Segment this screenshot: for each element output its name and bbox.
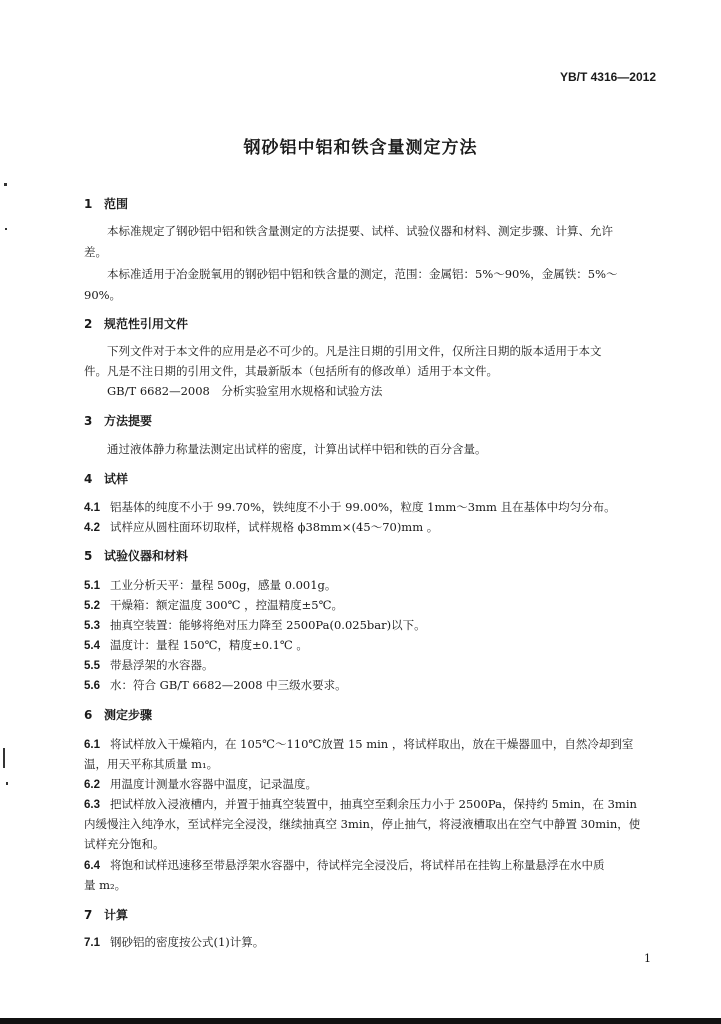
- clause-5-4: [84, 636, 308, 656]
- clause-number: 6.1: [84, 739, 100, 751]
- clause-number: 5.5: [84, 660, 100, 672]
- normative-reference: GB/T 6682—2008 分析实验室用水规格和试验方法: [107, 384, 383, 398]
- clause-text: 抽真空装置：能够将绝对压力降至 2500Pa(0.025bar)以下。: [110, 618, 426, 632]
- clause-continuation: 试样充分饱和。: [84, 837, 165, 851]
- section-7-heading: [84, 906, 128, 923]
- clause-text: 带悬浮架的水容器。: [110, 658, 214, 672]
- clause-number: 5.4: [84, 640, 100, 652]
- section-title: 方法提要: [104, 414, 153, 428]
- paragraph-line: 通过液体静力称量法测定出试样的密度，计算出试样中铝和铁的百分含量。: [107, 442, 487, 456]
- paragraph-line: 本标准规定了钢砂铝中铝和铁含量测定的方法提要、试样、试验仪器和材料、测定步骤、计算、允许: [107, 224, 613, 238]
- clause-text: 钢砂铝的密度按公式(1)计算。: [110, 935, 265, 949]
- clause-number: 5.2: [84, 600, 100, 612]
- clause-number: 5.6: [84, 680, 100, 692]
- paragraph-line: 差。: [84, 245, 107, 259]
- clause-7-1: [84, 933, 264, 953]
- clause-4-1: [84, 498, 616, 518]
- scan-speck: [3, 748, 5, 768]
- clause-number: 5.1: [84, 580, 100, 592]
- section-number: 1: [84, 197, 93, 211]
- clause-5-6: [84, 676, 347, 696]
- section-number: 7: [84, 908, 93, 922]
- clause-4-2: [84, 518, 438, 538]
- clause-continuation: 量 m₂。: [84, 878, 127, 892]
- document-title: 钢砂铝中铝和铁含量测定方法: [243, 138, 478, 158]
- section-title: 试验仪器和材料: [104, 549, 189, 563]
- clause-6-1: [84, 735, 633, 755]
- paragraph-line: 件。凡是不注日期的引用文件，其最新版本（包括所有的修改单）适用于本文件。: [84, 364, 498, 378]
- section-number: 4: [84, 472, 93, 486]
- section-title: 计算: [104, 908, 129, 922]
- clause-6-2: [84, 775, 317, 795]
- section-number: 5: [84, 549, 93, 563]
- section-number: 3: [84, 414, 93, 428]
- clause-6-4: [84, 856, 605, 876]
- clause-number: 5.3: [84, 620, 100, 632]
- paragraph-line: 下列文件对于本文件的应用是必不可少的。凡是注日期的引用文件，仅所注日期的版本适用于本文: [107, 344, 602, 358]
- clause-text: 把试样放入浸液槽内，并置于抽真空装置中，抽真空至剩余压力小于 2500Pa，保持约 5min，在 3min: [110, 797, 637, 811]
- clause-text: 干燥箱：额定温度 300℃ ，控温精度±5℃。: [110, 598, 343, 612]
- clause-number: 4.1: [84, 502, 100, 514]
- clause-text: 工业分析天平：量程 500g，感量 0.001g。: [110, 578, 337, 592]
- scan-speck: [5, 228, 7, 230]
- clause-number: 6.3: [84, 799, 100, 811]
- section-2-heading: [84, 315, 188, 332]
- section-5-heading: [84, 547, 188, 564]
- clause-text: 温度计：量程 150℃，精度±0.1℃ 。: [110, 638, 308, 652]
- clause-5-2: [84, 596, 343, 616]
- scan-speck: [4, 183, 7, 186]
- page-number: 1: [644, 952, 651, 965]
- scan-edge-bar: [0, 1018, 721, 1024]
- clause-continuation: 内缓慢注入纯净水，至试样完全浸没，继续抽真空 3min，停止抽气，将浸液槽取出在空气中静置 30min，使: [84, 817, 641, 831]
- section-number: 2: [84, 317, 93, 331]
- clause-number: 6.2: [84, 779, 100, 791]
- clause-text: 将试样放入干燥箱内，在 105℃～110℃放置 15 min ，将试样取出，放在干燥器皿中，自然冷却到室: [110, 737, 634, 751]
- clause-number: 6.4: [84, 860, 100, 872]
- scan-speck: [6, 782, 8, 785]
- clause-continuation: 温，用天平称其质量 m₁。: [84, 757, 219, 771]
- section-title: 规范性引用文件: [104, 317, 189, 331]
- clause-number: 7.1: [84, 937, 100, 949]
- section-title: 试样: [104, 472, 129, 486]
- clause-text: 水：符合 GB/T 6682—2008 中三级水要求。: [110, 678, 347, 692]
- clause-5-1: [84, 576, 336, 596]
- section-6-heading: [84, 706, 152, 723]
- clause-6-3: [84, 795, 637, 815]
- section-4-heading: [84, 470, 128, 487]
- section-number: 6: [84, 708, 93, 722]
- clause-text: 铝基体的纯度不小于 99.70%，铁纯度不小于 99.00%，粒度 1mm～3mm 且在基体中均匀分布。: [110, 500, 616, 514]
- section-title: 测定步骤: [104, 708, 153, 722]
- clause-text: 用温度计测量水容器中温度，记录温度。: [110, 777, 317, 791]
- paragraph-line: 90%。: [84, 288, 122, 302]
- clause-text: 试样应从圆柱面环切取样，试样规格 ϕ38mm×(45～70)mm 。: [110, 520, 439, 534]
- clause-number: 4.2: [84, 522, 100, 534]
- section-3-heading: [84, 412, 152, 429]
- paragraph-line: 本标准适用于冶金脱氧用的钢砂铝中铝和铁含量的测定，范围：金属铝：5%～90%，金属铁：5%～: [107, 267, 618, 281]
- clause-text: 将饱和试样迅速移至带悬浮架水容器中，待试样完全浸没后，将试样吊在挂钩上称量悬浮在水中质: [110, 858, 605, 872]
- section-title: 范围: [104, 197, 129, 211]
- standard-code: YB/T 4316—2012: [559, 70, 656, 84]
- clause-5-3: [84, 616, 426, 636]
- section-1-heading: [84, 195, 128, 212]
- clause-5-5: [84, 656, 214, 676]
